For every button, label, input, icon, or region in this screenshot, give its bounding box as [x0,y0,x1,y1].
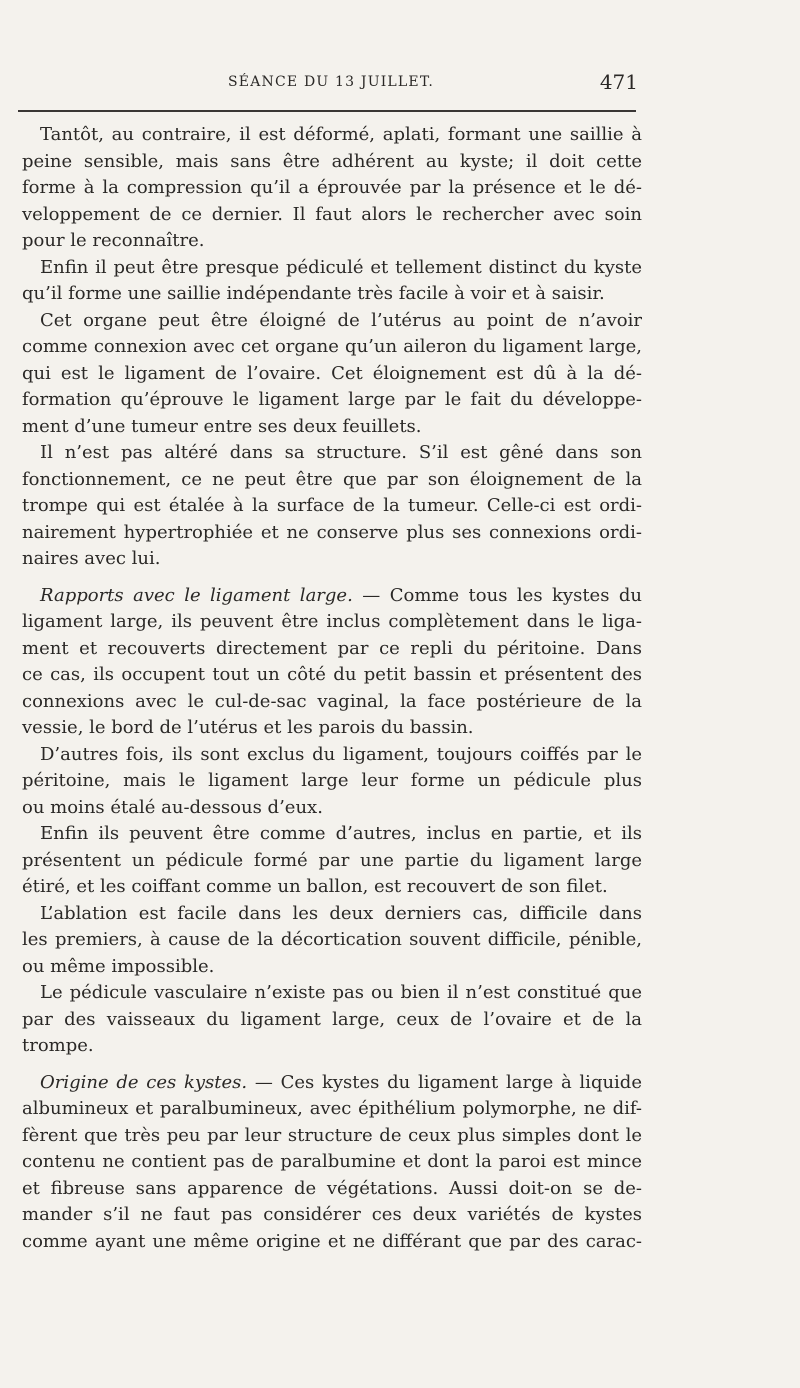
text-line: connexions avec le cul-de-sac vaginal, la face postérieure de la [22,690,642,712]
text-line: présentent un pédicule formé par une partie du ligament large [22,849,642,871]
text-line: trompe. [22,1035,94,1056]
text-line: les premiers, à cause de la décortication souvent difficile, pénible, [22,929,642,950]
section-heading: Origine de ces kystes. [40,1071,248,1093]
page-header [18,70,638,106]
text-line: qui est le ligament de l’ovaire. Cet éloignement est dû à la dé- [22,362,642,384]
text-line: comme connexion avec cet organe qu’un aileron du ligament large, [22,336,642,357]
text-line: Le pédicule vasculaire n’existe pas ou bien il n’est constitué que [40,982,642,1003]
text-line: qu’il forme une saillie indépendante très facile à voir et à saisir. [22,283,605,304]
body-text [22,122,642,1255]
text-line: ligament large, ils peuvent être inclus complètement dans le liga- [22,611,642,632]
text-line [22,1070,642,1097]
text-line: ment et recouverts directement par ce repli du péritoine. Dans [22,637,642,659]
text-line: ment d’une tumeur entre ses deux feuillets. [22,415,422,437]
header-rule [18,110,636,112]
text-line: Il n’est pas altéré dans sa structure. S’il est gêné dans son [40,442,642,463]
text-line: forme à la compression qu’il a éprouvée par la présence et le dé- [22,177,642,198]
text-line: L’ablation est facile dans les deux derniers cas, difficile dans [40,902,642,924]
section-gap [22,573,642,583]
page-number: 471 [599,70,638,94]
text-line: ce cas, ils occupent tout un côté du petit bassin et présentent des [22,664,642,685]
text-line: mander s’il ne faut pas considérer ces deux variétés de kystes [22,1204,642,1225]
text-line: péritoine, mais le ligament large leur forme un pédicule plus [22,770,642,791]
text-line: fèrent que très peu par leur structure de ceux plus simples dont le [22,1124,642,1146]
text-line: Enfin il peut être presque pédiculé et tellement distinct du kyste [40,256,642,278]
text-line: Cet organe peut être éloigné de l’utérus au point de n’avoir [40,309,642,331]
text-line: nairement hypertrophiée et ne conserve plus ses connexions ordi- [22,521,642,543]
text-line: pour le reconnaître. [22,230,205,251]
text-line: D’autres fois, ils sont exclus du ligament, toujours coiffés par le [40,743,642,765]
text-line: vessie, le bord de l’utérus et les parois du bassin. [22,717,474,738]
text-line [22,583,642,610]
text-line: albumineux et paralbumineux, avec épithélium polymorphe, ne dif- [22,1098,642,1119]
text-line: Tantôt, au contraire, il est déformé, aplati, formant une saillie à [40,124,642,145]
text-line: comme ayant une même origine et ne différant que par des carac- [22,1230,642,1252]
section-gap [22,1060,642,1070]
text-line: par des vaisseaux du ligament large, ceux de l’ovaire et de la [22,1008,642,1030]
text-line: et fibreuse sans apparence de végétations. Aussi doit-on se de- [22,1177,642,1199]
text-run: — Ces kystes du ligament large à liquide [247,1071,642,1093]
text-line: formation qu’éprouve le ligament large par le fait du développe- [22,389,642,410]
text-line: naires avec lui. [22,548,161,569]
text-run: — Comme tous les kystes du [352,584,643,606]
text-line: peine sensible, mais sans être adhérent au kyste; il doit cette [22,150,642,172]
text-line: ou moins étalé au-dessous d’eux. [22,796,323,818]
section-heading: Rapports avec le ligament large. [40,584,353,606]
text-line: fonctionnement, ce ne peut être que par son éloignement de la [22,468,642,490]
text-line: Enfin ils peuvent être comme d’autres, inclus en partie, et ils [40,823,642,844]
running-title: SÉANCE DU 13 JUILLET. [228,74,434,90]
text-line: trompe qui est étalée à la surface de la tumeur. Celle-ci est ordi- [22,495,642,516]
text-line: étiré, et les coiffant comme un ballon, est recouvert de son filet. [22,876,608,897]
text-line: veloppement de ce dernier. Il faut alors le rechercher avec soin [22,203,642,225]
text-line: ou même impossible. [22,955,215,977]
text-line: contenu ne contient pas de paralbumine et dont la paroi est mince [22,1151,642,1172]
